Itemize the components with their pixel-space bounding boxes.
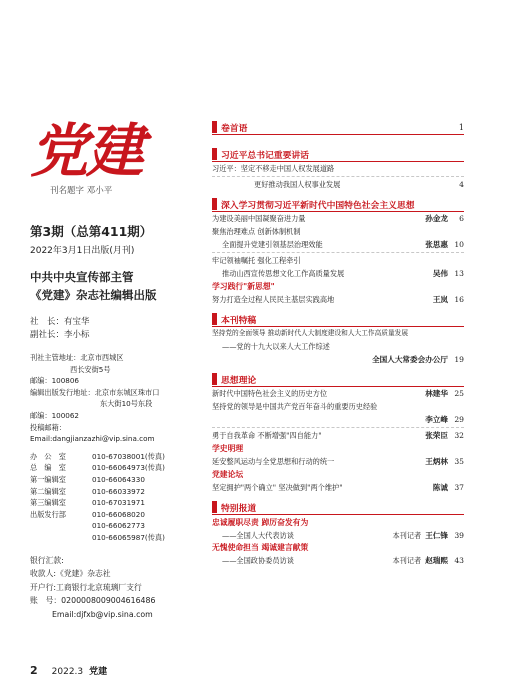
toc-item: ——党的十九大以来人大工作综述 [222,342,330,351]
section-title: 习近平总书记重要讲话 [221,150,309,161]
toc-item[interactable]: 新时代中国特色社会主义的历史方位 林建华 25 [212,389,464,398]
issue-number: 第3期（总第411期） [30,224,153,239]
phone-row: 010-66062773 [92,521,145,531]
hq-address-2: 西长安街5号 [70,364,111,374]
bank-name: 开户行:工商银行北京琉璃厂支行 [30,582,142,592]
phone-row: 第二编辑室 010-66033972 [30,486,145,496]
bank-email: Email:djfxb@vip.sina.com [52,609,153,619]
staff-list [30,316,205,342]
publisher-info [30,268,205,304]
report-headline[interactable]: 无愧使命担当 竭诚建言献策 [212,543,309,552]
bank-payee: 收款人:《党建》杂志社 [30,569,111,578]
toc-item[interactable]: 为建设美丽中国凝聚奋进力量 孙金龙 6 [212,214,464,223]
section-header [212,312,464,327]
table-of-contents [212,115,464,571]
phone-row: 总 编 室 010-66064973(传真) [30,463,165,473]
report-headline[interactable]: 忠诚履职尽责 踔厉奋发有为 [212,518,309,527]
staff-president: 社 长：有宝华 [30,317,90,327]
toc-item[interactable]: 努力打造全过程人民民主基层实践高地 王岚 16 [212,295,464,304]
divider [212,252,464,253]
publisher-supervisor: 中共中央宣传部主管 [30,270,134,284]
toc-item[interactable]: 李立峰 29 [425,415,464,424]
toc-section-report [212,500,464,567]
section-header [212,120,464,135]
toc-item[interactable]: 聚焦治理难点 创新体制机制 [212,227,301,236]
section-marker [212,121,217,133]
toc-item[interactable]: 全国人大常委会办公厅 19 [372,355,464,364]
section-title[interactable]: 卷首语 [221,123,248,134]
section-marker [212,198,217,210]
toc-item[interactable]: 勇于自我革命 不断增强"四自能力" 张荣臣 32 [212,431,464,440]
section-header [212,372,464,387]
masthead-column [30,118,205,621]
section-page: 1 [458,122,464,132]
toc-section-special [212,312,464,366]
section-marker [212,148,217,160]
phone-row: 办 公 室 010-67038001(传真) [30,451,165,461]
section-title: 特别报道 [221,503,257,514]
footer-magazine-name: 党建 [89,667,108,677]
toc-item[interactable]: 全面提升党建引领基层治理效能 张思惠 10 [222,240,464,249]
ed-address: 编辑出版发行地址：北京市东城区珠市口 [30,387,160,397]
subsection-title: 学习践行"新思想" [212,282,275,291]
logo-inscription: 刊名题字 邓小平 [50,186,113,196]
divider [212,176,464,177]
submit-label: 投稿邮箱： [30,422,66,432]
publisher-editor: 《党建》杂志社编辑出版 [30,288,157,302]
toc-item[interactable]: 习近平：坚定不移走中国人权发展道路 [212,164,335,173]
section-marker [212,373,217,385]
subsection-title: 学史明理 [212,444,244,453]
toc-item[interactable]: 牢记领袖嘱托 强化工程牵引 [212,256,301,265]
section-header [212,500,464,515]
phone-row: 第三编辑室 010-67031971 [30,498,145,508]
page-number: 2 [30,664,38,677]
toc-item[interactable]: ——全国政协委员访谈 本刊记者 赵瑞熙 43 [222,556,464,565]
section-header [212,197,464,212]
toc-item[interactable]: ——全国人大代表访谈 本刊记者 王仁锋 39 [222,531,464,540]
section-marker [212,313,217,325]
bank-title: 银行汇款: [30,555,64,565]
footer-date: 2022.3 [51,667,84,677]
ed-address-2: 东大街10号东段 [100,399,153,409]
section-header [212,147,464,162]
page-footer [30,664,107,677]
phone-row: 出版发行部 010-66068020 [30,509,145,519]
phone-row: 第一编辑室 010-66064330 [30,474,145,484]
toc-item[interactable]: 坚持党的全面领导 推动新时代人大制度建设和人大工作高质量发展 [212,329,409,337]
toc-section-speech [212,147,464,191]
toc-section-theory [212,372,464,494]
toc-section-preface [212,120,464,135]
toc-section-thought [212,197,464,306]
toc-item[interactable]: 延安整风运动与全党思想和行动的统一 王炳林 35 [212,457,464,466]
section-marker [212,501,217,513]
staff-vice-president: 副社长：李小标 [30,330,90,340]
divider [212,427,464,428]
magazine-logo [30,118,205,206]
toc-item[interactable]: 更好推动我国人权事业发展 4 [254,180,464,189]
bank-info [30,554,205,622]
section-title: 思想理论 [221,375,257,386]
hq-address: 刊社主管地址：北京市西城区 [30,353,124,362]
hq-zip: 邮编：100806 [30,376,80,386]
toc-item[interactable]: 推动山西宣传思想文化工作高质量发展 吴伟 13 [222,269,464,278]
submit-email: Email:dangjianzazhi@vip.sina.com [30,434,155,444]
subsection-title: 党建论坛 [212,470,244,479]
toc-item[interactable]: 坚定拥护"两个确立" 坚决做到"两个维护" 陈诚 37 [212,483,464,492]
address-block [30,352,205,445]
bank-account: 账 号：0200008009004616486 [30,596,156,605]
phone-row: 010-66065987(传真) [92,532,165,542]
toc-item[interactable]: 坚持党的领导是中国共产党百年奋斗的重要历史经验 [212,402,378,411]
section-title: 本刊特稿 [221,315,257,326]
ed-zip: 邮编：100062 [30,410,80,420]
issue-date: 2022年3月1日出版(月刊) [30,246,135,256]
logo-calligraphy: 党建 [30,117,143,185]
phone-list [30,451,205,544]
section-title: 深入学习贯彻习近平新时代中国特色社会主义思想 [221,200,415,211]
